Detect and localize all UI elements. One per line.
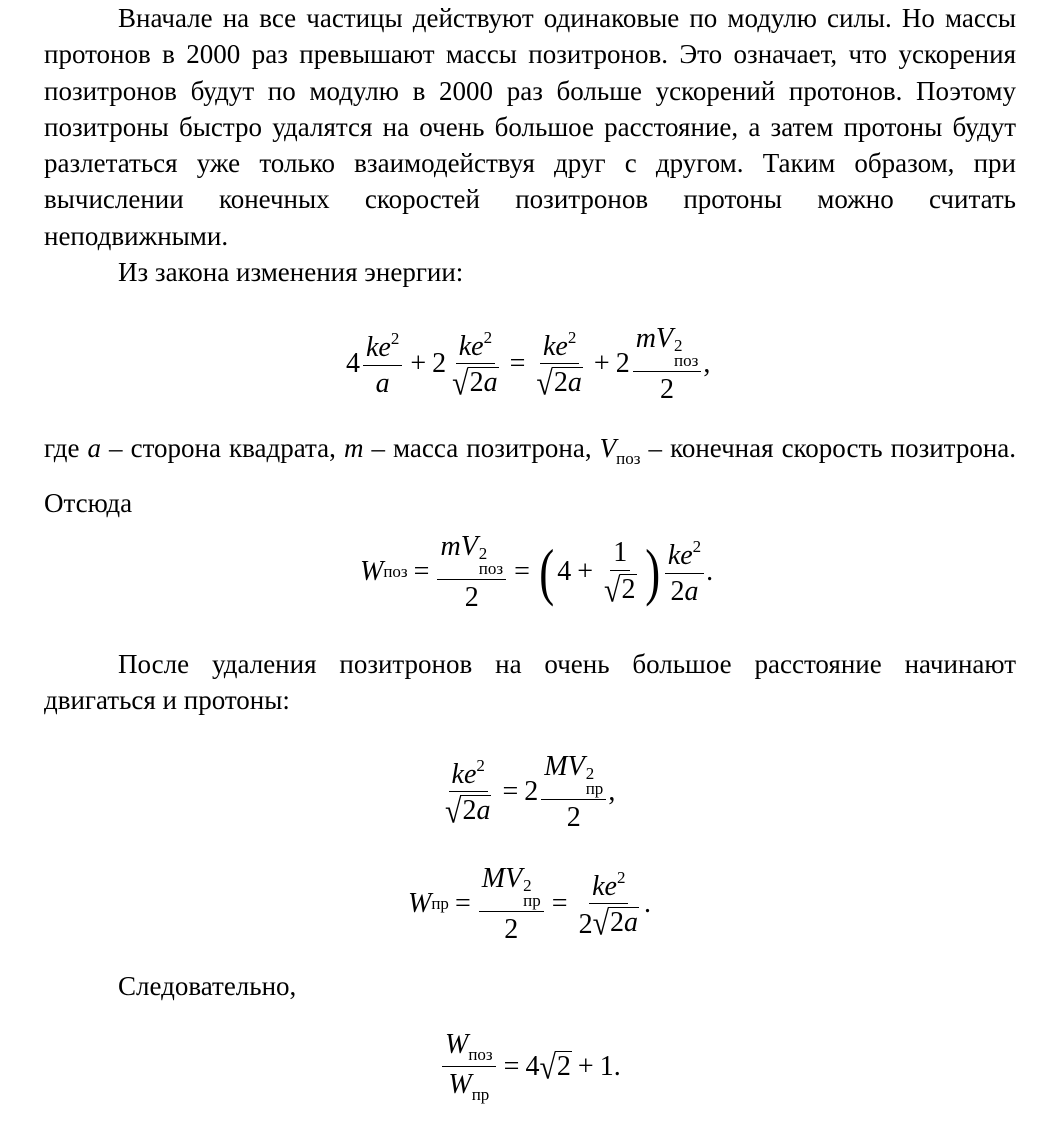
paragraph-3: где a – сторона квадрата, m – масса позитрона, $V_{поз}$ – конечная скорость позитрона. Отсюда <box>44 433 1016 518</box>
equation-ratio: $\frac{W_{поз}}{W_{пр}}$ = 4 √ 2 + 1 . <box>440 1030 621 1104</box>
equation-positron-energy: W поз = mV 2 поз 2 = ( 4 + 1 √ 2 ) $\frac{ke^2}{2a}$ . <box>360 531 714 613</box>
paragraph-4: После удаления позитронов на очень большое расстояние начинают двигаться и протоны: <box>44 649 1016 716</box>
equation-proton-balance: $ke^2$ √ 2a = 2 MV 2 пр 2 , <box>445 751 616 833</box>
paragraph-2: Из закона изменения энергии: <box>118 257 464 287</box>
equation-proton-energy: W пр = MV 2 пр 2 = $ke^2$ 2 √ 2a . <box>408 863 652 945</box>
paragraph-1: Вначале на все частицы действуют одинаковые по модулю силы. Но массы протонов в 2000 раз превышают массы позитронов. Это означает, что ускорения позитронов будут по модулю в 2000 раз больше ускорений протонов. Поэтому позитроны быстро удалятся на очень большое расстояние, а затем протоны будут разлетаться уже только взаимодействуя друг с другом. Таким образом, при вычислении конечных скоростей позитронов протоны можно считать неподвижными. <box>44 3 1016 251</box>
equation-energy: 4 $\frac{ke^2}{a}$ + 2 $ke^2$ √ 2a = $ke^2$ √ 2a + 2 mV 2 поз 2 , <box>346 323 711 405</box>
paragraph-5: Следовательно, <box>118 971 297 1001</box>
